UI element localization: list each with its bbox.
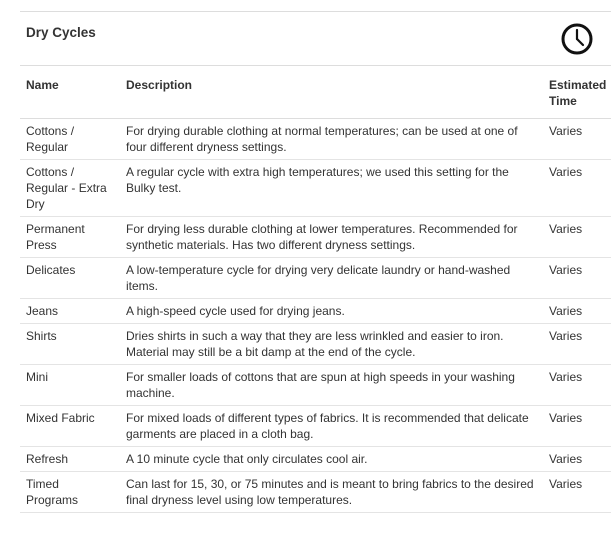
cycle-name: Refresh [20, 447, 120, 472]
table-row [20, 472, 611, 513]
cycle-name: Jeans [20, 299, 120, 324]
cycle-time: Varies [543, 119, 611, 160]
cycle-time: Varies [543, 160, 611, 217]
column-header-name: Name [20, 66, 120, 119]
cycle-name: Permanent Press [20, 217, 120, 258]
panel-title: Dry Cycles [26, 25, 96, 40]
cycle-name: Mini [20, 365, 120, 406]
dry-cycles-table [20, 66, 611, 513]
cycle-name: Cottons / Regular [20, 119, 120, 160]
cycle-time: Varies [543, 258, 611, 299]
cycle-name: Timed Programs [20, 472, 120, 513]
cycle-time: Varies [543, 365, 611, 406]
cycle-description: For mixed loads of different types of fabrics. It is recommended that delicate garments are placed in a cloth bag. [120, 406, 543, 447]
cycle-description: A regular cycle with extra high temperatures; we used this setting for the Bulky test. [120, 160, 543, 217]
cycle-description: Can last for 15, 30, or 75 minutes and is meant to bring fabrics to the desired final dryness level using low temperatures. [120, 472, 543, 513]
cycle-time: Varies [543, 217, 611, 258]
table-row [20, 119, 611, 160]
cycle-time: Varies [543, 447, 611, 472]
column-header-estimated-time: Estimated Time [543, 66, 611, 119]
table-row [20, 365, 611, 406]
table-row [20, 217, 611, 258]
cycle-description: For drying less durable clothing at lower temperatures. Recommended for synthetic materials. Has two different dryness settings. [120, 217, 543, 258]
cycle-time: Varies [543, 406, 611, 447]
table-row [20, 406, 611, 447]
cycle-name: Mixed Fabric [20, 406, 120, 447]
dry-cycles-panel [20, 11, 611, 513]
column-header-description: Description [120, 66, 543, 119]
cycle-time: Varies [543, 324, 611, 365]
cycle-description: A high-speed cycle used for drying jeans. [120, 299, 543, 324]
cycle-name: Cottons / Regular - Extra Dry [20, 160, 120, 217]
table-row [20, 160, 611, 217]
cycle-description: A low-temperature cycle for drying very delicate laundry or hand-washed items. [120, 258, 543, 299]
cycle-time: Varies [543, 472, 611, 513]
panel-header [20, 12, 611, 66]
cycle-name: Shirts [20, 324, 120, 365]
cycle-time: Varies [543, 299, 611, 324]
table-row [20, 258, 611, 299]
cycle-name: Delicates [20, 258, 120, 299]
cycle-description: A 10 minute cycle that only circulates cool air. [120, 447, 543, 472]
clock-icon [560, 22, 594, 56]
table-row [20, 299, 611, 324]
table-row [20, 447, 611, 472]
cycle-description: For drying durable clothing at normal temperatures; can be used at one of four different dryness settings. [120, 119, 543, 160]
table-row [20, 324, 611, 365]
cycle-description: For smaller loads of cottons that are spun at high speeds in your washing machine. [120, 365, 543, 406]
table-header-row [20, 66, 611, 119]
cycle-description: Dries shirts in such a way that they are less wrinkled and easier to iron. Material may still be a bit damp at the end of the cycle. [120, 324, 543, 365]
